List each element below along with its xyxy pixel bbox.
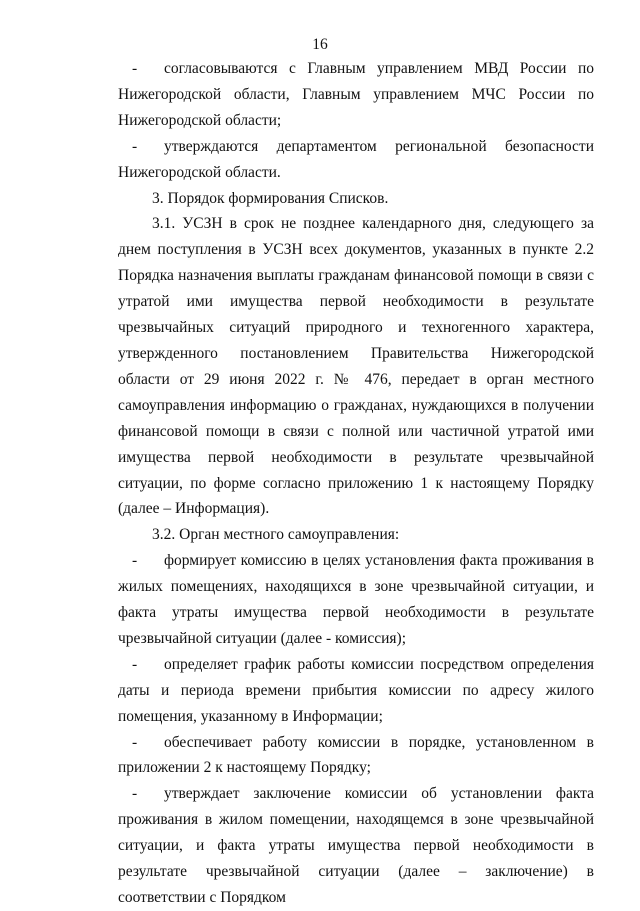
paragraph-text: 3.2. Орган местного самоуправления: [152, 526, 400, 544]
list-dash: - [132, 733, 138, 751]
paragraph [118, 522, 594, 548]
paragraph [118, 186, 594, 212]
document-body [118, 56, 594, 911]
list-item [118, 652, 594, 730]
paragraph-text: формирует комиссию в целях установления факта проживания в жилых помещениях, находящихся в зоне чрезвычайной ситуации, и факта утраты имущества первой необходимости в результате чрезвычайной ситуации (далее - комиссия); [118, 552, 594, 647]
paragraph-text: 3.1. УСЗН в срок не позднее календарного дня, следующего за днем поступления в УСЗН всех документов, указанных в пункте 2.2 Порядка назначения выплаты гражданам финансовой помощи в связи с утратой ими имущества первой необходимости в результате чрезвычайных ситуаций природного и техногенного характера, утвержденного постановлением Правительства Нижегородской области от 29 июня 2022 г. № 476, передает в орган местного самоуправления информацию о гражданах, нуждающихся в получении финансовой помощи в связи с полной или частичной утратой ими имущества первой необходимости в результате чрезвычайной ситуации, по форме согласно приложению 1 к настоящему Порядку (далее – Информация). [118, 215, 594, 518]
list-item [118, 730, 594, 782]
page-number: 16 [312, 36, 328, 53]
list-item [118, 548, 594, 652]
list-dash: - [132, 552, 138, 570]
list-dash: - [132, 655, 138, 673]
paragraph-text: утверждает заключение комиссии об установлении факта проживания в жилом помещении, находящемся в зоне чрезвычайной ситуации, и факта утраты имущества первой необходимости в результате чрезвычайной ситуации (далее – заключение) в соответствии с Порядком [118, 785, 594, 906]
list-item [118, 781, 594, 911]
paragraph-text: согласовываются с Главным управлением МВД России по Нижегородской области, Главным управлением МЧС России по Нижегородской области; [118, 60, 594, 129]
list-item [118, 56, 594, 134]
paragraph-text: определяет график работы комиссии посредством определения даты и периода времени прибытия комиссии по адресу жилого помещения, указанному в Информации; [118, 655, 594, 725]
list-dash: - [132, 137, 138, 155]
list-dash: - [132, 785, 138, 803]
list-item [118, 134, 594, 186]
paragraph-text: обеспечивает работу комиссии в порядке, установленном в приложении 2 к настоящему Порядку; [118, 733, 594, 777]
paragraph [118, 211, 594, 522]
paragraph-text: 3. Порядок формирования Списков. [152, 189, 389, 207]
list-dash: - [132, 60, 138, 77]
paragraph-text: утверждаются департаментом региональной безопасности Нижегородской области. [118, 137, 594, 181]
